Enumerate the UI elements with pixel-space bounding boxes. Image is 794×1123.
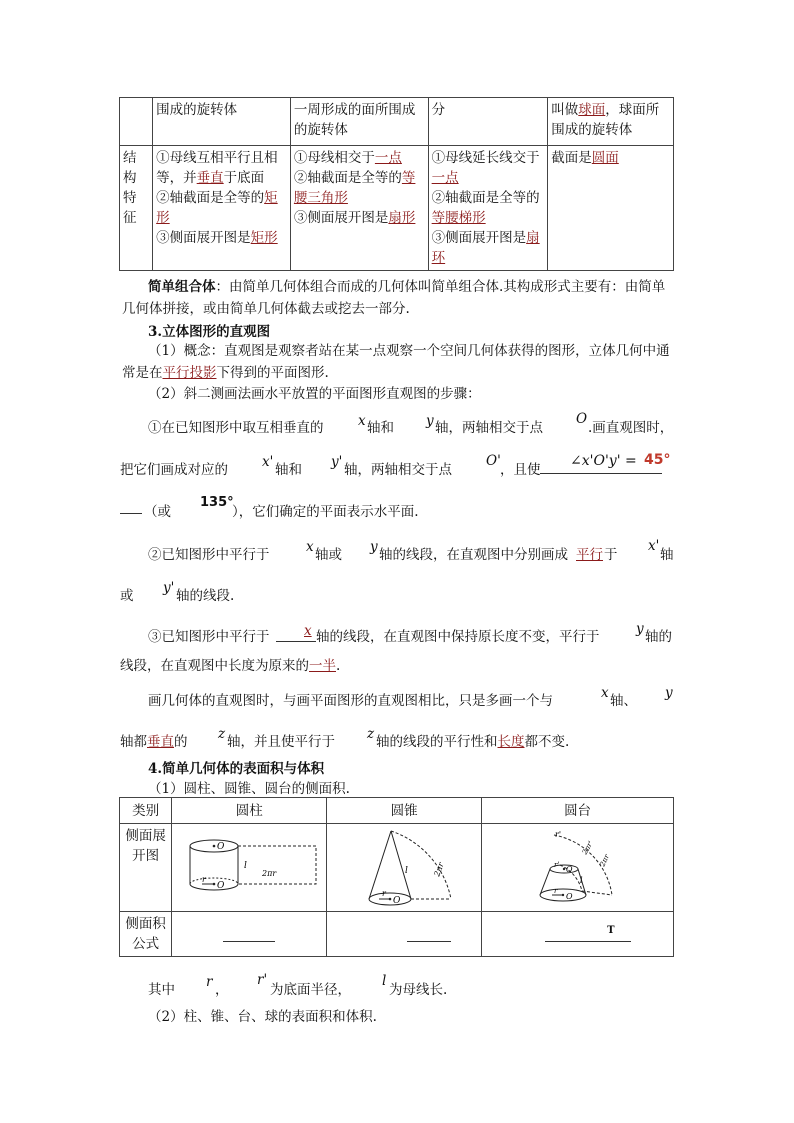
text: 于 [604, 547, 618, 563]
step1-line1: ①在已知图形中取互相垂直的 [148, 420, 324, 436]
frustum-formula-blank: T [482, 912, 674, 957]
x-answer: x [304, 623, 312, 639]
structure-table [119, 97, 674, 271]
label-circ: 2πr [598, 852, 612, 868]
header-cell: 类别 [120, 798, 172, 824]
rp-var: r' [257, 972, 268, 988]
y-var: y [665, 685, 673, 701]
label-l: l [405, 865, 409, 876]
blank-x [276, 623, 316, 642]
text: .画直观图时， [588, 420, 674, 436]
row-label: 侧面展开图 [120, 824, 172, 912]
cell: 叫做球面，球面所围成的旋转体 [548, 98, 674, 146]
deg-135: 135° [200, 495, 234, 510]
table-row [120, 912, 674, 957]
label-r: r [382, 888, 387, 898]
cone-net-diagram [327, 825, 477, 911]
z-var: z [218, 726, 226, 742]
xp-var: x' [262, 454, 274, 470]
text: ），它们确定的平面表示水平面. [232, 504, 419, 520]
table-row [120, 798, 674, 824]
cone-figure [327, 824, 482, 912]
text: 轴，并且使平行于 [227, 734, 335, 750]
cell: 一周形成的面所围成的旋转体 [290, 98, 428, 146]
label-o: O [217, 841, 225, 852]
header-cell: 圆台 [482, 798, 674, 824]
y-var: y [370, 539, 378, 555]
label-o: O [566, 891, 573, 901]
label-l: l [244, 860, 248, 871]
label-o: O [217, 880, 225, 891]
section-heading-4: 4.简单几何体的表面积与体积 [148, 761, 325, 777]
label-circ: 2πr [262, 868, 277, 878]
frustum-features: ①母线延长线交于一点 ②轴截面是全等的等腰梯形 ③侧面展开图是扇环 [428, 146, 548, 271]
x-var: x [306, 539, 314, 555]
text: 轴，两轴相交于点 [435, 420, 543, 436]
header-cell: 圆锥 [327, 798, 482, 824]
label-l: l [580, 875, 583, 885]
label-rp: r' [555, 829, 562, 839]
header-cell: 圆柱 [172, 798, 327, 824]
cylinder-net-diagram [172, 825, 322, 911]
op-var: O' [486, 453, 501, 469]
label-r: r [554, 886, 558, 895]
y-var: y [636, 621, 644, 637]
lateral-area-table [119, 797, 674, 957]
cylinder-formula-blank [172, 912, 327, 957]
table-row [120, 146, 674, 271]
frustum-figure [482, 824, 674, 912]
text: （或 [144, 504, 171, 520]
solids-intro: （2）柱、锥、台、球的表面积和体积. [148, 1009, 377, 1025]
text: 其中 [148, 982, 175, 998]
x-var: x [601, 685, 609, 701]
text: ②已知图形中平行于 [148, 547, 270, 563]
text: ③已知图形中平行于 [148, 629, 270, 645]
text: 轴的线段，在直观图中保持原长度不变，平行于 [316, 629, 600, 645]
row-label: 结构特征 [120, 146, 153, 271]
text: 画几何体的直观图时，与画平面图形的直观图相比，只是多画一个与 [148, 693, 553, 709]
text: ， [215, 982, 229, 998]
section-heading-3: 3.立体图形的直观图 [148, 324, 271, 340]
cone-formula-blank [327, 912, 482, 957]
cylinder-figure [172, 824, 327, 912]
text: 轴的 [645, 629, 672, 645]
sphere-features: 截面是圆面 [548, 146, 674, 271]
text: 轴和 [275, 462, 302, 478]
label-circ: 2πr' [580, 839, 596, 856]
text: 轴和 [367, 420, 394, 436]
label-r: r [202, 874, 207, 884]
text: 轴 [660, 547, 674, 563]
text: 轴都垂直的 [120, 734, 188, 750]
text: 为底面半径， [270, 982, 351, 998]
text: 把它们画成对应的 [120, 462, 228, 478]
answer-45: 45° [644, 452, 671, 468]
o-var: O [576, 411, 588, 427]
cell: 围成的旋转体 [153, 98, 291, 146]
l-var: l [382, 973, 387, 989]
text: 线段，在直观图中长度为原来的一半. [120, 658, 341, 674]
cell: 分 [428, 98, 548, 146]
angle-expr: ∠x'O'y' = [570, 453, 637, 469]
blank-line [120, 513, 142, 514]
table-row [120, 824, 674, 912]
angle-blank [540, 452, 671, 474]
xp-var: x' [648, 538, 660, 554]
answer-parallel: 平行 [576, 547, 603, 563]
text: ，且使 [500, 462, 541, 478]
label-circ: 2πr [432, 860, 446, 878]
y-var: y [426, 413, 434, 429]
text: 轴，两轴相交于点 [344, 462, 452, 478]
text: 轴或 [315, 547, 342, 563]
concept-paragraph: （1）概念：直观图是观察者站在某一点观察一个空间几何体获得的图形，立体几何中通常是在平行投影下得到的平面图形. [122, 343, 670, 381]
yp-var: y' [163, 580, 175, 596]
combo-paragraph: 简单组合体：由简单几何体组合而成的几何体叫简单组合体.其构成形式主要有：由简单几何体拼接，或由简单几何体截去或挖去一部分. [122, 279, 666, 317]
r-var: r [206, 974, 213, 990]
x-var: x [358, 413, 366, 429]
cylinder-features: ①母线互相平行且相等，并垂直于底面 ②轴截面是全等的矩形 ③侧面展开图是矩形 [153, 146, 291, 271]
text: 轴的线段的平行性和长度都不变. [376, 734, 570, 750]
label-rp: r' [554, 860, 560, 869]
text: 轴的线段，在直观图中分别画成 [379, 547, 568, 563]
lateral-area-intro: （1）圆柱、圆锥、圆台的侧面积. [148, 781, 350, 797]
yp-var: y' [331, 454, 343, 470]
cone-features: ①母线相交于一点 ②轴截面是全等的等腰三角形 ③侧面展开图是扇形 [290, 146, 428, 271]
label-o: O [393, 895, 401, 906]
table-row [120, 98, 674, 146]
text: 或 [120, 588, 134, 604]
text: 轴的线段. [176, 588, 235, 604]
frustum-net-diagram [482, 825, 668, 911]
row-label: 侧面积公式 [120, 912, 172, 957]
text: 轴、 [610, 693, 637, 709]
z-var: z [367, 726, 375, 742]
text: 为母线长. [389, 982, 448, 998]
label-o: O [566, 864, 573, 874]
steps-intro: （2）斜二测画法画水平放置的平面图形直观图的步骤： [148, 386, 481, 402]
